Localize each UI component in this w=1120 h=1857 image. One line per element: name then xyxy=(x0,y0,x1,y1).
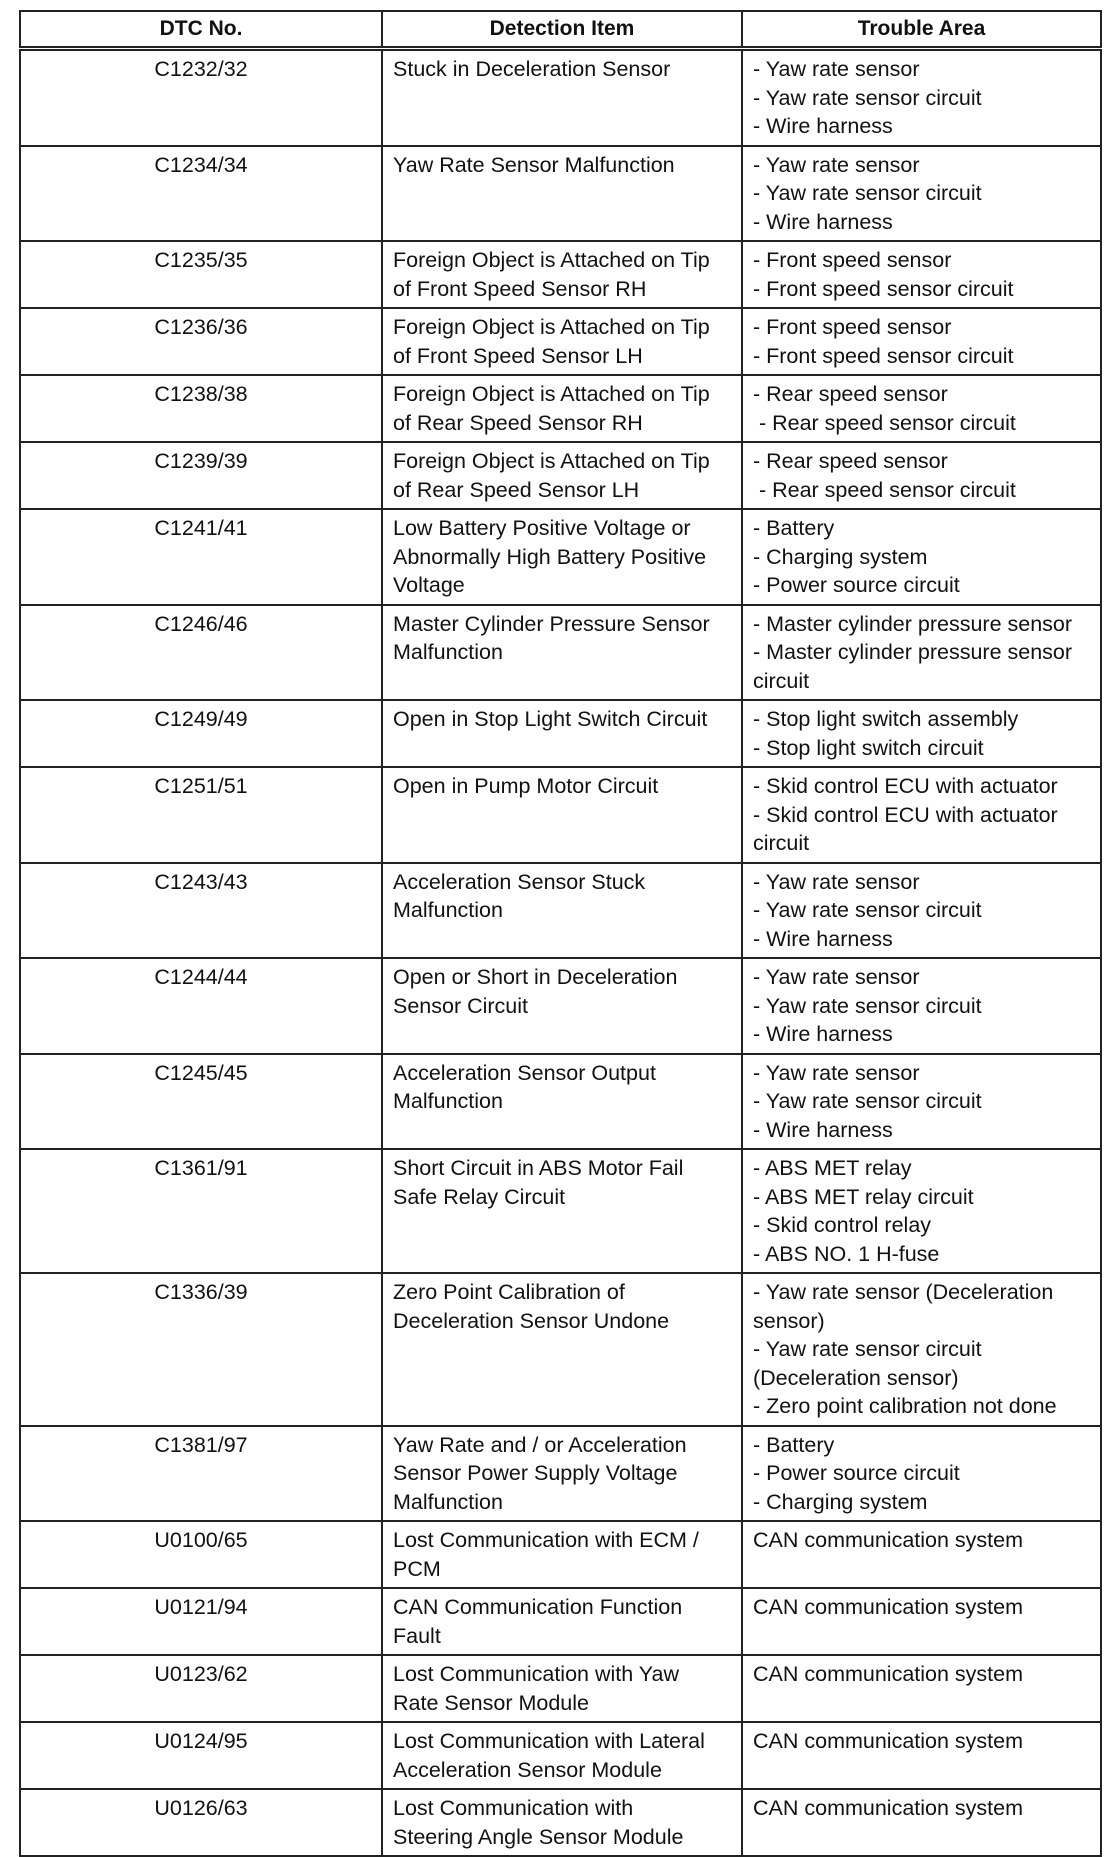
detection-item-line: Rate Sensor Module xyxy=(393,1690,589,1715)
detection-item-line: Fault xyxy=(393,1623,441,1648)
trouble-area-line: - Zero point calibration not done xyxy=(753,1394,1057,1418)
detection-item-cell xyxy=(382,1054,742,1150)
trouble-area-line: - Wire harness xyxy=(753,926,893,951)
trouble-area-line: - Skid control ECU with actuator xyxy=(753,774,1058,798)
table-row xyxy=(20,605,1101,701)
trouble-area-line: CAN communication system xyxy=(753,1662,1024,1686)
detection-item-cell xyxy=(382,1588,742,1655)
trouble-area-line: - Wire harness xyxy=(753,114,893,138)
dtc-code-cell: C1235/35 xyxy=(20,241,382,308)
trouble-area-line: - Rear speed sensor xyxy=(753,382,948,406)
trouble-area-cell xyxy=(742,49,1101,146)
trouble-area-cell xyxy=(742,605,1101,701)
trouble-area-cell xyxy=(742,375,1101,442)
dtc-code-cell: C1244/44 xyxy=(20,958,382,1054)
table-row xyxy=(20,958,1101,1054)
detection-item-line: Acceleration Sensor Output xyxy=(393,1060,656,1085)
dtc-code-cell: C1246/46 xyxy=(20,605,382,701)
detection-item-line: of Front Speed Sensor RH xyxy=(393,276,647,301)
header-detection-item: Detection Item xyxy=(382,11,742,49)
trouble-area-line: - Wire harness xyxy=(753,1022,893,1046)
dtc-code-cell: U0100/65 xyxy=(20,1521,382,1588)
dtc-code-cell: C1336/39 xyxy=(20,1273,382,1426)
trouble-area-cell xyxy=(742,1655,1101,1722)
dtc-code-cell: U0124/95 xyxy=(20,1722,382,1789)
table-row xyxy=(20,442,1101,509)
detection-item-cell xyxy=(382,49,742,146)
trouble-area-line: - ABS NO. 1 H-fuse xyxy=(753,1241,940,1266)
detection-item-cell xyxy=(382,1521,742,1588)
trouble-area-line: - Front speed sensor circuit xyxy=(753,276,1014,301)
detection-item-line: Malfunction xyxy=(393,640,503,664)
trouble-area-cell xyxy=(742,1588,1101,1655)
table-row xyxy=(20,863,1101,959)
trouble-area-line: - Yaw rate sensor (Deceleration xyxy=(753,1280,1054,1304)
detection-item-line: Deceleration Sensor Undone xyxy=(393,1308,670,1333)
trouble-area-line: - Wire harness xyxy=(753,209,893,234)
detection-item-line: Open or Short in Deceleration xyxy=(393,965,678,989)
trouble-area-cell xyxy=(742,509,1101,605)
trouble-area-line: - Yaw rate sensor circuit xyxy=(753,85,982,110)
dtc-code-cell: U0126/63 xyxy=(20,1789,382,1856)
detection-item-cell xyxy=(382,1655,742,1722)
trouble-area-line: - Yaw rate sensor circuit xyxy=(753,1337,982,1361)
trouble-area-line: CAN communication system xyxy=(753,1595,1024,1619)
detection-item-line: of Rear Speed Sensor RH xyxy=(393,410,643,435)
detection-item-cell xyxy=(382,308,742,375)
table-row xyxy=(20,308,1101,375)
detection-item-line: Malfunction xyxy=(393,898,503,922)
detection-item-line: Zero Point Calibration of xyxy=(393,1280,625,1304)
trouble-area-cell xyxy=(742,1054,1101,1150)
detection-item-cell xyxy=(382,146,742,242)
dtc-code-cell: C1245/45 xyxy=(20,1054,382,1150)
detection-item-line: Master Cylinder Pressure Sensor xyxy=(393,611,710,636)
detection-item-line: Voltage xyxy=(393,573,465,597)
detection-item-line: Stuck in Deceleration Sensor xyxy=(393,57,671,81)
trouble-area-line: - Yaw rate sensor circuit xyxy=(753,181,982,205)
trouble-area-cell xyxy=(742,442,1101,509)
trouble-area-line: - Front speed sensor xyxy=(753,248,952,272)
detection-item-line: Acceleration Sensor Stuck xyxy=(393,869,646,894)
trouble-area-line: - Yaw rate sensor xyxy=(753,152,920,177)
trouble-area-line: - Stop light switch assembly xyxy=(753,707,1019,731)
dtc-code-cell: C1243/43 xyxy=(20,863,382,959)
dtc-code-cell: C1241/41 xyxy=(20,509,382,605)
detection-item-line: CAN Communication Function xyxy=(393,1595,683,1619)
table-row xyxy=(20,1054,1101,1150)
detection-item-line: Lost Communication with ECM / xyxy=(393,1528,699,1552)
detection-item-cell xyxy=(382,1273,742,1426)
table-body xyxy=(20,49,1101,1857)
trouble-area-cell xyxy=(742,308,1101,375)
detection-item-line: Open in Pump Motor Circuit xyxy=(393,774,659,798)
detection-item-line: Low Battery Positive Voltage or xyxy=(393,516,691,540)
dtc-code-cell: U0123/62 xyxy=(20,1655,382,1722)
header-dtc-no: DTC No. xyxy=(20,11,382,49)
table-row xyxy=(20,1426,1101,1522)
dtc-code-cell: C1234/34 xyxy=(20,146,382,242)
header-trouble-area: Trouble Area xyxy=(742,11,1101,49)
table-row xyxy=(20,1273,1101,1426)
detection-item-cell xyxy=(382,767,742,863)
trouble-area-cell xyxy=(742,700,1101,767)
trouble-area-cell xyxy=(742,958,1101,1054)
trouble-area-cell xyxy=(742,1521,1101,1588)
detection-item-cell xyxy=(382,1789,742,1856)
detection-item-cell xyxy=(382,863,742,959)
detection-item-line: Malfunction xyxy=(393,1489,503,1514)
table-row xyxy=(20,1521,1101,1588)
detection-item-line: Abnormally High Battery Positive xyxy=(393,544,707,569)
table-row xyxy=(20,1655,1101,1722)
trouble-area-cell xyxy=(742,863,1101,959)
trouble-area-cell xyxy=(742,1149,1101,1273)
trouble-area-line: - Yaw rate sensor xyxy=(753,57,920,81)
detection-item-line: Foreign Object is Attached on Tip xyxy=(393,449,710,473)
detection-item-cell xyxy=(382,1149,742,1273)
trouble-area-line: - Battery xyxy=(753,1432,835,1457)
trouble-area-cell xyxy=(742,1426,1101,1522)
trouble-area-line: CAN communication system xyxy=(753,1528,1024,1552)
trouble-area-cell xyxy=(742,1722,1101,1789)
detection-item-line: Lost Communication with Lateral xyxy=(393,1729,705,1753)
detection-item-line: Short Circuit in ABS Motor Fail xyxy=(393,1156,684,1180)
trouble-area-line: sensor) xyxy=(753,1308,825,1333)
table-row xyxy=(20,1149,1101,1273)
trouble-area-line: - Charging system xyxy=(753,544,928,569)
trouble-area-line: (Deceleration sensor) xyxy=(753,1365,959,1390)
trouble-area-line: - Yaw rate sensor circuit xyxy=(753,1089,982,1113)
detection-item-line: Foreign Object is Attached on Tip xyxy=(393,382,710,406)
dtc-table xyxy=(19,10,1102,1857)
detection-item-cell xyxy=(382,700,742,767)
trouble-area-line: - Stop light switch circuit xyxy=(753,735,984,760)
dtc-code-cell: C1236/36 xyxy=(20,308,382,375)
detection-item-line: Lost Communication with xyxy=(393,1796,634,1820)
trouble-area-line: - Yaw rate sensor xyxy=(753,869,920,894)
trouble-area-line: - Skid control relay xyxy=(753,1213,932,1237)
trouble-area-line: - Master cylinder pressure sensor xyxy=(753,611,1073,636)
trouble-area-cell xyxy=(742,1789,1101,1856)
table-row xyxy=(20,1722,1101,1789)
trouble-area-cell xyxy=(742,146,1101,242)
trouble-area-line: - Yaw rate sensor circuit xyxy=(753,898,982,922)
detection-item-line: Safe Relay Circuit xyxy=(393,1184,566,1209)
detection-item-line: Sensor Circuit xyxy=(393,993,529,1018)
dtc-code-cell: C1251/51 xyxy=(20,767,382,863)
table-row xyxy=(20,241,1101,308)
detection-item-cell xyxy=(382,958,742,1054)
trouble-area-line: - Battery xyxy=(753,516,835,540)
detection-item-line: Steering Angle Sensor Module xyxy=(393,1824,684,1849)
detection-item-line: Open in Stop Light Switch Circuit xyxy=(393,707,708,731)
trouble-area-line: - ABS MET relay xyxy=(753,1156,912,1180)
trouble-area-line: - Wire harness xyxy=(753,1117,893,1142)
trouble-area-line: - Rear speed sensor circuit xyxy=(753,410,1016,435)
trouble-area-line: - Master cylinder pressure sensor xyxy=(753,640,1073,664)
table-row xyxy=(20,146,1101,242)
trouble-area-line: circuit xyxy=(753,668,810,693)
table-header xyxy=(20,11,1101,49)
detection-item-line: Acceleration Sensor Module xyxy=(393,1757,662,1782)
table-row xyxy=(20,700,1101,767)
trouble-area-line: - Power source circuit xyxy=(753,573,960,597)
detection-item-line: Yaw Rate and / or Acceleration xyxy=(393,1432,687,1457)
trouble-area-line: - Charging system xyxy=(753,1489,928,1514)
detection-item-line: Lost Communication with Yaw xyxy=(393,1662,679,1686)
detection-item-line: Foreign Object is Attached on Tip xyxy=(393,315,710,339)
detection-item-line: Malfunction xyxy=(393,1089,503,1113)
trouble-area-cell xyxy=(742,241,1101,308)
dtc-code-cell: C1239/39 xyxy=(20,442,382,509)
trouble-area-line: circuit xyxy=(753,831,810,855)
detection-item-cell xyxy=(382,241,742,308)
trouble-area-line: CAN communication system xyxy=(753,1729,1024,1753)
dtc-code-cell: C1249/49 xyxy=(20,700,382,767)
detection-item-cell xyxy=(382,509,742,605)
detection-item-cell xyxy=(382,442,742,509)
table-row xyxy=(20,509,1101,605)
detection-item-line: PCM xyxy=(393,1556,441,1581)
dtc-code-cell: C1238/38 xyxy=(20,375,382,442)
detection-item-cell xyxy=(382,605,742,701)
header-row xyxy=(20,11,1101,49)
trouble-area-cell xyxy=(742,1273,1101,1426)
table-row xyxy=(20,49,1101,146)
trouble-area-line: - Rear speed sensor circuit xyxy=(753,477,1016,502)
trouble-area-line: CAN communication system xyxy=(753,1796,1024,1820)
dtc-code-cell: C1232/32 xyxy=(20,49,382,146)
trouble-area-line: - Yaw rate sensor circuit xyxy=(753,993,982,1018)
trouble-area-line: - Skid control ECU with actuator xyxy=(753,802,1058,827)
detection-item-cell xyxy=(382,1426,742,1522)
trouble-area-cell xyxy=(742,767,1101,863)
dtc-code-cell: U0121/94 xyxy=(20,1588,382,1655)
detection-item-line: Yaw Rate Sensor Malfunction xyxy=(393,152,675,177)
trouble-area-line: - ABS MET relay circuit xyxy=(753,1184,974,1209)
table-row xyxy=(20,1789,1101,1856)
table-row xyxy=(20,767,1101,863)
trouble-area-line: - Front speed sensor xyxy=(753,315,952,339)
dtc-code-cell: C1381/97 xyxy=(20,1426,382,1522)
trouble-area-line: - Rear speed sensor xyxy=(753,449,948,473)
detection-item-cell xyxy=(382,1722,742,1789)
detection-item-line: of Rear Speed Sensor LH xyxy=(393,477,640,502)
detection-item-line: Foreign Object is Attached on Tip xyxy=(393,248,710,272)
trouble-area-line: - Power source circuit xyxy=(753,1461,960,1485)
detection-item-line: of Front Speed Sensor LH xyxy=(393,343,643,368)
detection-item-cell xyxy=(382,375,742,442)
trouble-area-line: - Yaw rate sensor xyxy=(753,1060,920,1085)
table-row xyxy=(20,375,1101,442)
table-row xyxy=(20,1588,1101,1655)
trouble-area-line: - Yaw rate sensor xyxy=(753,965,920,989)
trouble-area-line: - Front speed sensor circuit xyxy=(753,343,1014,368)
dtc-code-cell: C1361/91 xyxy=(20,1149,382,1273)
detection-item-line: Sensor Power Supply Voltage xyxy=(393,1461,678,1485)
